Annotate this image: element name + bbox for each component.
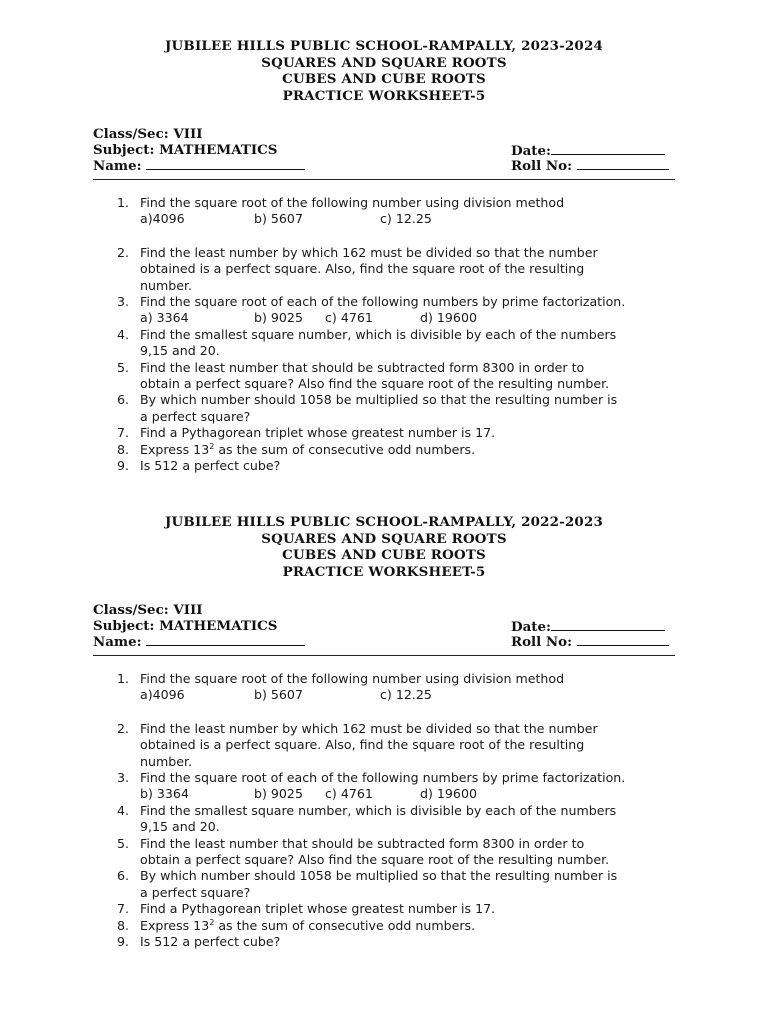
- question-5: 5. Find the least number that should be subtracted form 8300 in order to obtain a perfect square? Also find the square root of the resulting number.: [117, 359, 610, 392]
- question-2: 2. Find the least number by which 162 must be divided so that the number obtained is a perfect square. Also, find the square root of the resulting number.: [117, 244, 598, 293]
- divider-line: [93, 179, 675, 180]
- divider-line: [93, 655, 675, 656]
- name-label: Name:: [93, 158, 142, 174]
- question-7: 7. Find a Pythagorean triplet whose greatest number is 17.: [117, 425, 496, 441]
- question-6: 6. By which number should 1058 be multiplied so that the resulting number is a perfect square?: [117, 868, 618, 900]
- worksheet-title: PRACTICE WORKSHEET-5: [282, 563, 486, 580]
- chapter-title: SQUARES AND SQUARE ROOTS: [261, 530, 507, 547]
- worksheet-title: PRACTICE WORKSHEET-5: [282, 87, 486, 104]
- chapter-title: SQUARES AND SQUARE ROOTS: [261, 54, 507, 71]
- roll-field[interactable]: [577, 634, 669, 646]
- question-list: [0, 195, 768, 474]
- question-3-options: a) 3364 b) 9025 c) 4761 d) 19600: [140, 310, 477, 326]
- date-label: Date:: [511, 618, 551, 635]
- question-9: 9. Is 512 a perfect cube?: [117, 934, 281, 950]
- chapter-subtitle: CUBES AND CUBE ROOTS: [282, 71, 486, 87]
- question-3: 3. Find the square root of each of the following numbers by prime factorization. a) 3364 b) 9025 c) 4761 d) 19600: [0, 294, 768, 327]
- name-field[interactable]: [146, 634, 305, 646]
- student-info: [93, 603, 675, 650]
- school-title: JUBILEE HILLS PUBLIC SCHOOL-RAMPALLY, 2023-2024: [165, 38, 603, 54]
- date-field[interactable]: [551, 143, 665, 155]
- class-section: Class/Sec: VIII: [93, 126, 203, 142]
- question-list: [0, 671, 768, 950]
- chapter-subtitle: CUBES AND CUBE ROOTS: [282, 547, 486, 563]
- question-1-options: a)4096 b) 5607 c) 12.25: [140, 211, 432, 227]
- name-label: Name:: [93, 634, 142, 650]
- roll-field[interactable]: [577, 158, 669, 170]
- question-1-options: a)4096 b) 5607 c) 12.25: [140, 687, 432, 703]
- roll-label: Roll No:: [511, 634, 573, 650]
- date-label: Date:: [511, 142, 551, 159]
- school-title: JUBILEE HILLS PUBLIC SCHOOL-RAMPALLY, 2022-2023: [165, 514, 603, 530]
- question-6: 6. By which number should 1058 be multiplied so that the resulting number is a perfect square?: [117, 392, 618, 424]
- date-field[interactable]: [551, 619, 665, 631]
- worksheet-2022-2023: [0, 514, 768, 950]
- student-info: [93, 127, 675, 174]
- worksheet-2023-2024: [0, 38, 768, 474]
- question-3-options: b) 3364 b) 9025 c) 4761 d) 19600: [140, 786, 477, 802]
- question-2: 2. Find the least number by which 162 must be divided so that the number obtained is a perfect square. Also, find the square root of the resulting number.: [117, 720, 598, 769]
- question-8: 8. Express $13^2$ as the sum of consecutive odd numbers.: [117, 917, 476, 933]
- name-field[interactable]: [146, 158, 305, 170]
- question-8: 8. Express $13^2$ as the sum of consecutive odd numbers.: [117, 441, 476, 457]
- question-4: 4. Find the smallest square number, which is divisible by each of the numbers 9,15 and 20.: [117, 326, 617, 359]
- question-9: 9. Is 512 a perfect cube?: [117, 458, 281, 474]
- question-4: 4. Find the smallest square number, which is divisible by each of the numbers 9,15 and 20.: [117, 802, 617, 835]
- roll-label: Roll No:: [511, 158, 573, 174]
- question-3: 3. Find the square root of each of the following numbers by prime factorization. b) 3364 b) 9025 c) 4761 d) 19600: [0, 770, 768, 803]
- question-5: 5. Find the least number that should be subtracted form 8300 in order to obtain a perfect square? Also find the square root of the resulting number.: [117, 835, 610, 868]
- question-1: 1. Find the square root of the following number using division method a)4096 b) 5607 c) 12.25: [0, 195, 768, 228]
- question-1: 1. Find the square root of the following number using division method a)4096 b) 5607 c) 12.25: [0, 671, 768, 704]
- subject: Subject: MATHEMATICS: [93, 617, 278, 634]
- question-7: 7. Find a Pythagorean triplet whose greatest number is 17.: [117, 901, 496, 917]
- subject: Subject: MATHEMATICS: [93, 141, 278, 158]
- class-section: Class/Sec: VIII: [93, 602, 203, 618]
